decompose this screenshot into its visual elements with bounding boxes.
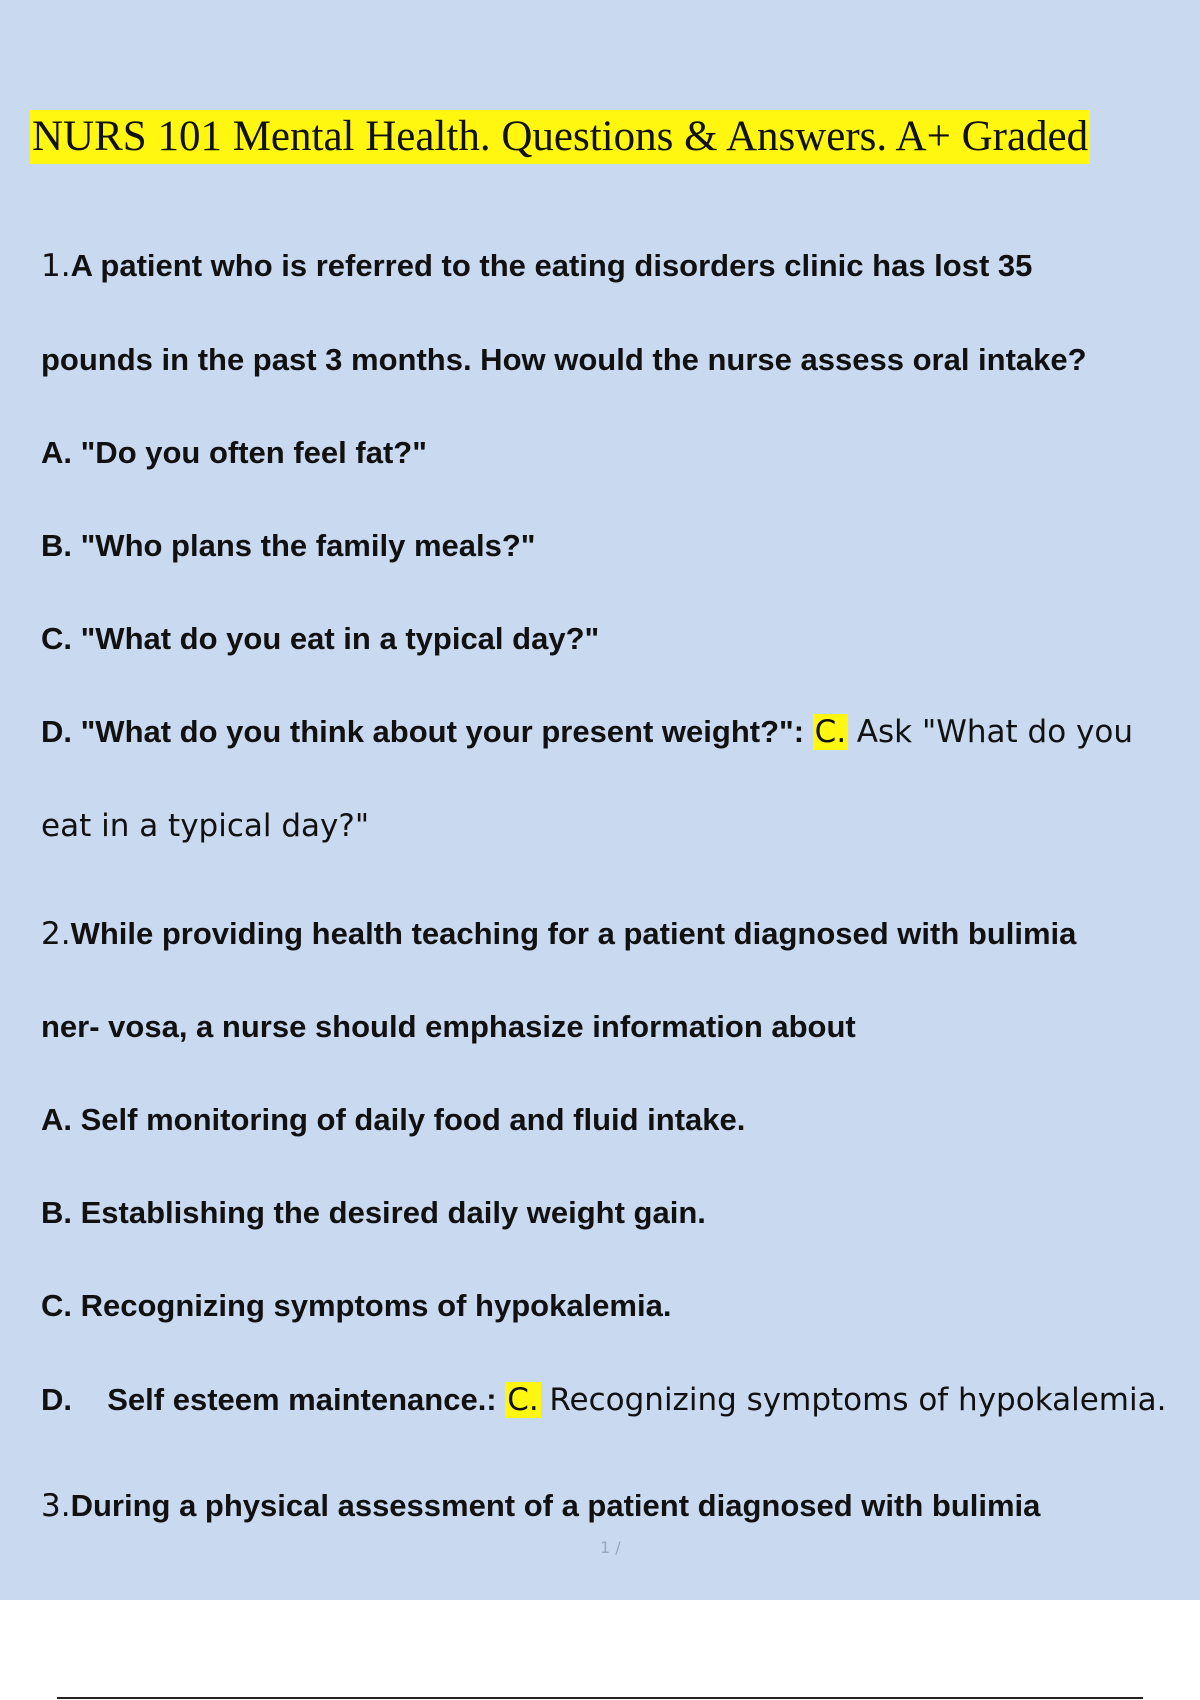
document-title: NURS 101 Mental Health. Questions & Answers. A+ Graded bbox=[30, 110, 1090, 164]
question-3-stem-text: During a physical assessment of a patient diagnosed with bulimia bbox=[70, 1488, 1041, 1523]
question-2-answer-letter: C. bbox=[507, 1382, 539, 1418]
question-1-option-d-with-answer bbox=[41, 712, 1133, 752]
question-2-option-d: Self esteem maintenance.: bbox=[107, 1382, 497, 1417]
question-2-number: 2. bbox=[41, 916, 71, 952]
question-2-stem-line-1 bbox=[41, 914, 1076, 954]
question-2-answer-text: Recognizing symptoms of hypokalemia. bbox=[549, 1382, 1167, 1418]
footer-divider bbox=[57, 1697, 1143, 1699]
question-1-stem-line-2: pounds in the past 3 months. How would the nurse assess oral intake? bbox=[41, 342, 1087, 377]
question-2-option-b: B. Establishing the desired daily weight gain. bbox=[41, 1195, 706, 1230]
question-2-stem-text: While providing health teaching for a patient diagnosed with bulimia bbox=[70, 916, 1077, 951]
question-3-stem-line-1 bbox=[41, 1486, 1040, 1526]
question-2-option-d-with-answer bbox=[41, 1380, 1166, 1420]
question-1-answer-text: Ask "What do you bbox=[856, 714, 1133, 750]
question-1-answer-letter: C. bbox=[814, 714, 847, 750]
question-1-number: 1. bbox=[41, 248, 71, 284]
question-3-number: 3. bbox=[41, 1488, 71, 1524]
question-1-option-b: B. "Who plans the family meals?" bbox=[41, 528, 536, 563]
question-1-answer-text-line-2: eat in a typical day?" bbox=[41, 808, 370, 844]
question-2-option-d-letter: D. bbox=[41, 1382, 72, 1417]
page-number: 1 / bbox=[600, 1538, 621, 1557]
question-1-option-a: A. "Do you often feel fat?" bbox=[41, 435, 427, 470]
question-2-option-a: A. Self monitoring of daily food and fluid intake. bbox=[41, 1102, 746, 1137]
question-2-stem-line-2: ner- vosa, a nurse should emphasize information about bbox=[41, 1009, 856, 1044]
question-1-option-d: D. "What do you think about your present weight?": bbox=[41, 714, 805, 749]
question-1-stem-text: A patient who is referred to the eating disorders clinic has lost 35 bbox=[70, 248, 1033, 283]
question-1-stem-line-1 bbox=[41, 246, 1032, 286]
question-2-option-c: C. Recognizing symptoms of hypokalemia. bbox=[41, 1288, 672, 1323]
question-1-option-c: C. "What do you eat in a typical day?" bbox=[41, 621, 600, 656]
